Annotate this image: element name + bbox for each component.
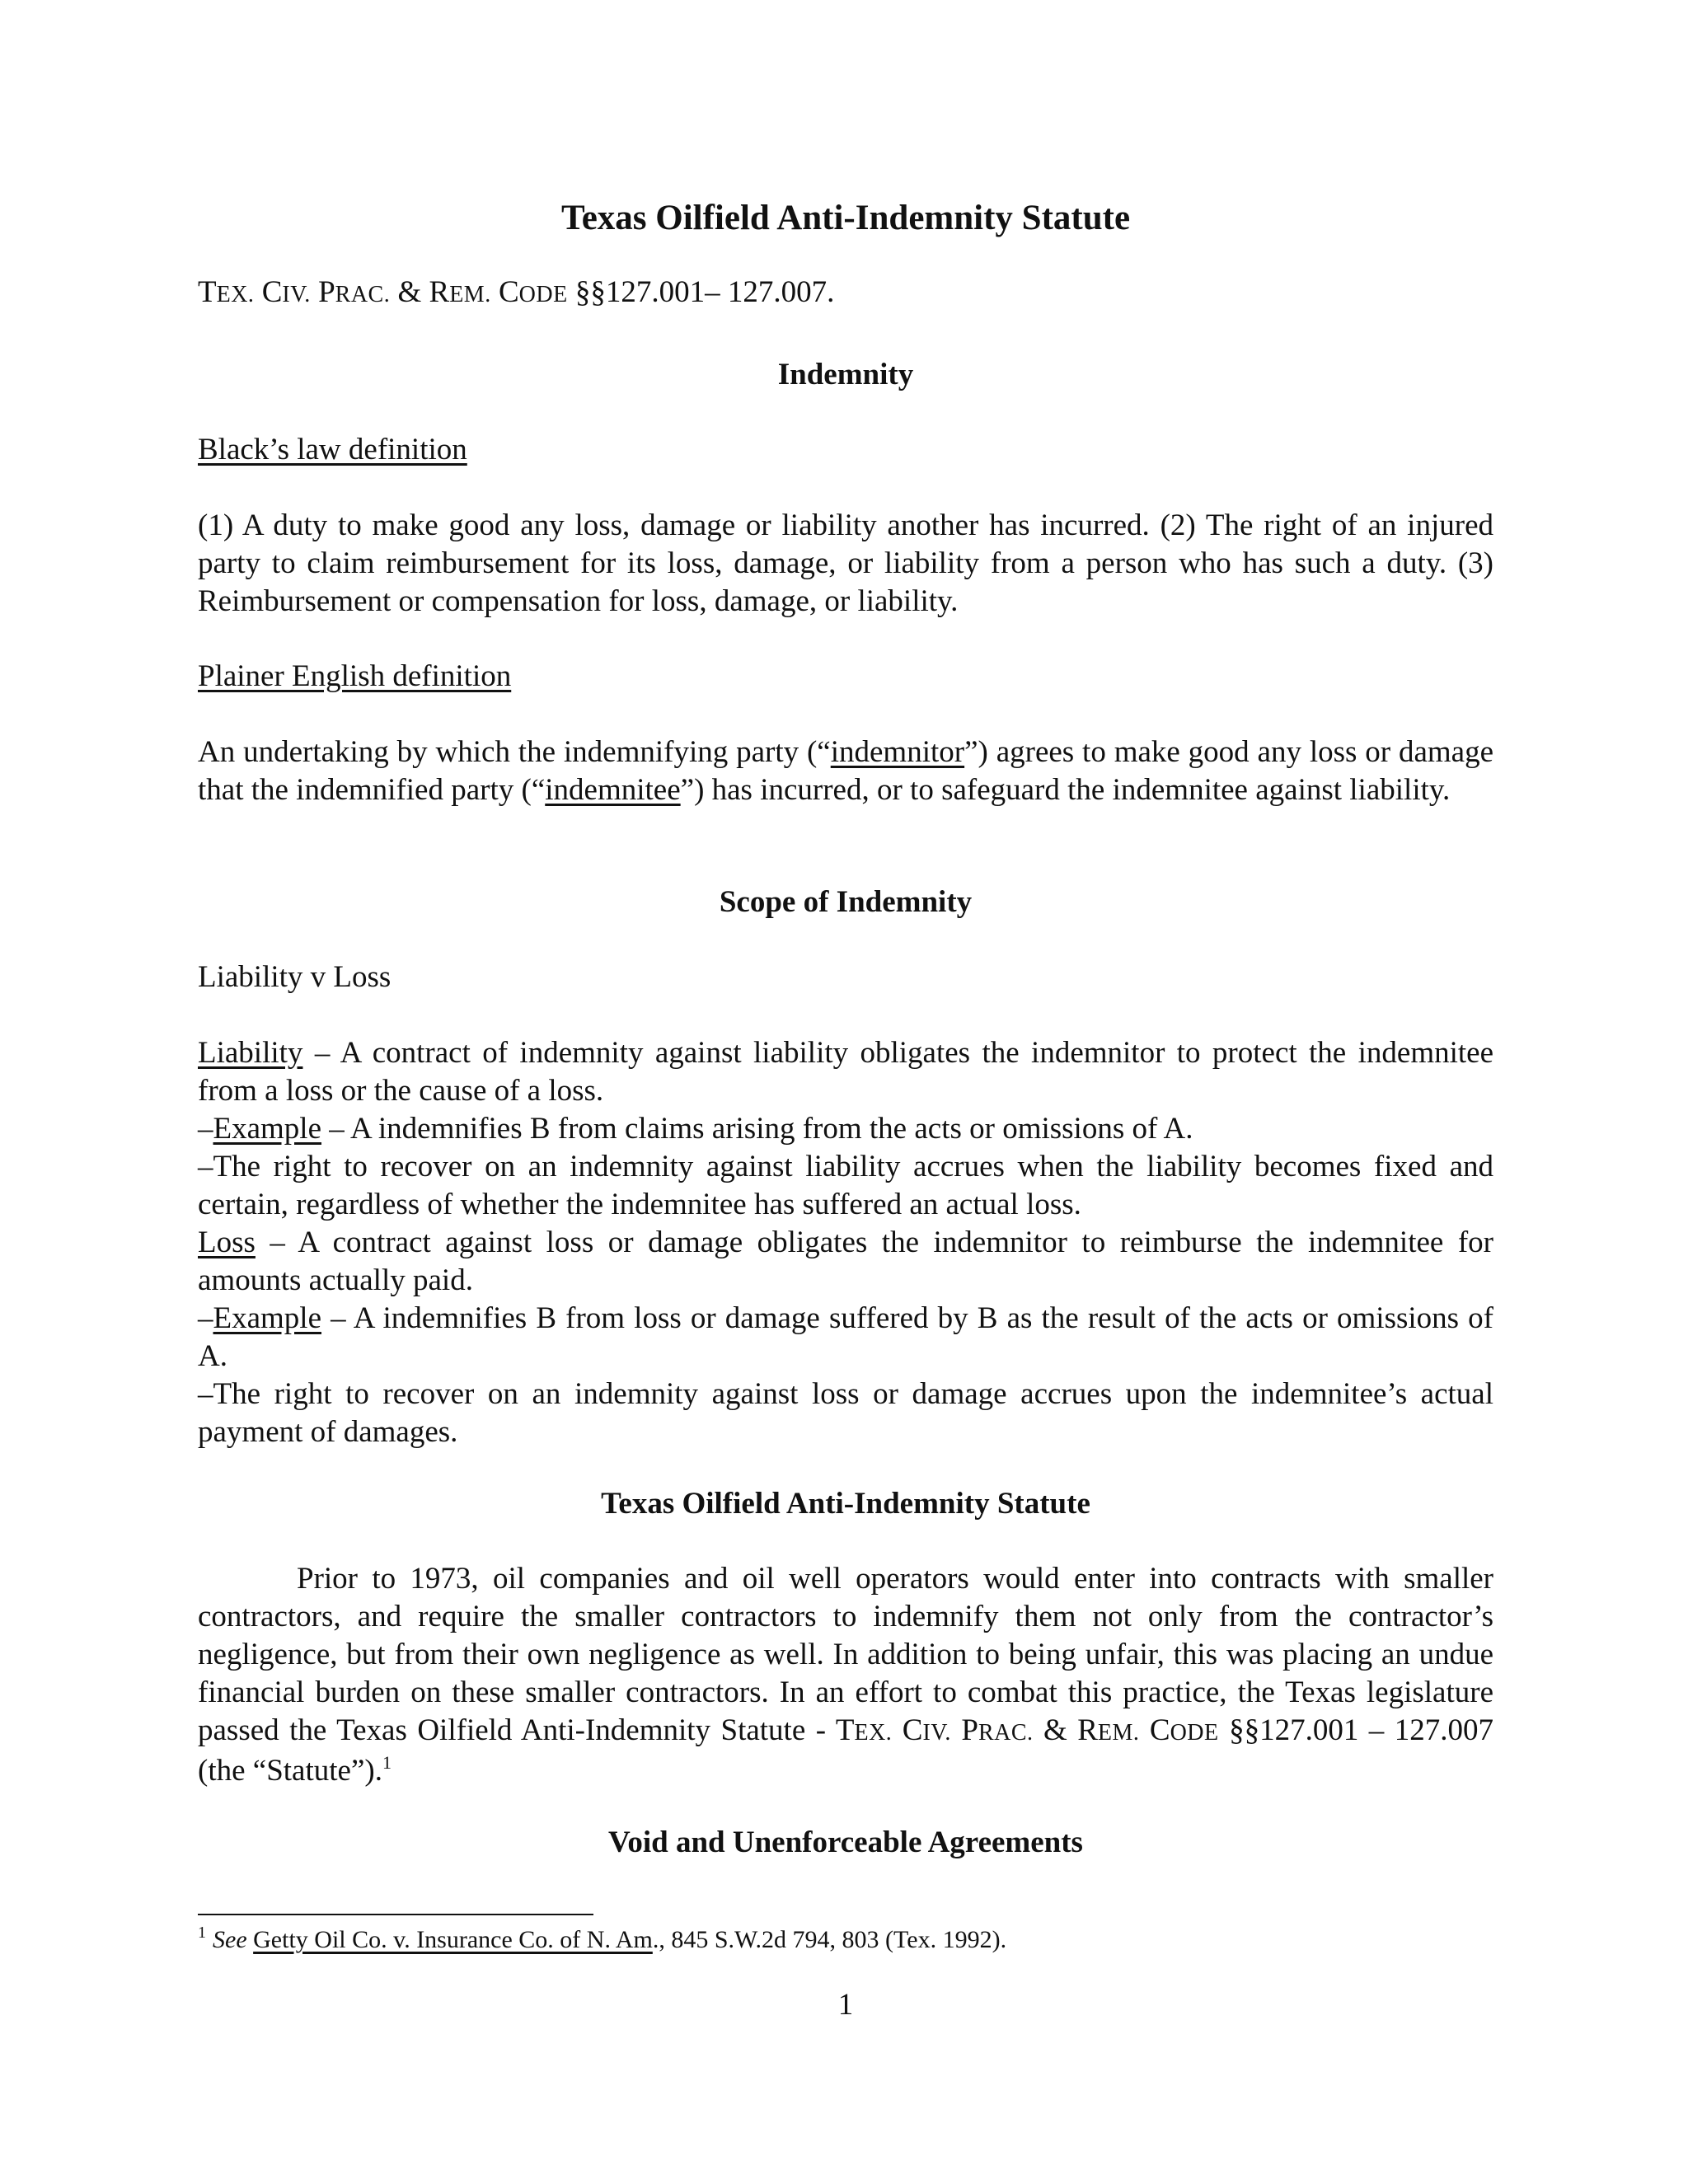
document-title: Texas Oilfield Anti-Indemnity Statute [560,199,1131,237]
plainer-english-label: Plainer English definition [198,659,512,693]
liability-example: –Example – A indemnifies B from claims arising from the acts or omissions of A. [198,1112,1193,1146]
liability-right-to-recover: –The right to recover on an indemnity against liability accrues when the liability becomes fixed and certain, regardless of whether the indemnitee has suffered an actual loss. [198,1150,1493,1221]
liability-definition: Liability – A contract of indemnity against liability obligates the indemnitor to protect the indemnitee from a loss or the cause of a loss. [198,1036,1493,1108]
loss-example: –Example – A indemnifies B from loss or damage suffered by B as the result of the acts or omissions of A. [198,1301,1493,1373]
page-number: 1 [837,1988,854,2022]
loss-right-to-recover: –The right to recover on an indemnity against loss or damage accrues upon the indemnitee’s actual payment of damages. [198,1377,1493,1449]
document-page [198,0,1493,2184]
footnote: $^1$ See Getty Oil Co. v. Insurance Co. of N. Am., 845 S.W.2d 794, 803 (Tex. 1992). [198,1924,1007,1953]
plainer-english-definition: An undertaking by which the indemnifying party (“indemnitor”) agrees to make good any loss or damage that the indemnified party (“indemnitee”) has incurred, or to safeguard the indemnitee against liability. [198,735,1493,807]
heading-scope-of-indemnity: Scope of Indemnity [719,885,973,919]
blacks-law-definition: (1) A duty to make good any loss, damage or liability another has incurred. (2) The right of an injured party to claim reimbursement for its loss, damage, or liability from a person who has such a duty. (3) Reimbursement or compensation for loss, damage, or liability. [198,509,1493,618]
heading-indemnity: Indemnity [777,358,914,391]
liability-loss-section [198,1034,1493,1451]
footnote-reference[interactable]: 1 [382,1752,392,1773]
heading-void-agreements: Void and Unenforceable Agreements [608,1825,1083,1859]
loss-definition: Loss – A contract against loss or damage obligates the indemnitor to reimburse the indemnitee for amounts actually paid. [198,1226,1493,1297]
blacks-law-label: Black’s law definition [198,433,467,466]
statute-history-paragraph: Prior to 1973, oil companies and oil well operators would enter into contracts with smaller contractors, and require the smaller contractors to indemnify them not only from the contractor’s negligence, but from their own negligence as well. In addition to being unfair, this was placing an undue financial burden on these smaller contractors. In an effort to combat this practice, the Texas legislature passed the Texas Oilfield Anti-Indemnity Statute - TEX. CIV. PRAC. & REM. CODE §§127.001 – 127.007 (the “Statute”).$^1$ [198,1562,1494,1788]
statute-citation: TEX. CIV. PRAC. & REM. CODE §§127.001– 127.007. [198,275,835,309]
footnote-case-name: Getty Oil Co. v. Insurance Co. of N. Am [253,1926,653,1953]
footnote-number: 1 [198,1924,206,1942]
liability-v-loss-label: Liability v Loss [198,960,392,994]
footnote-divider [198,1914,593,1915]
heading-texas-statute: Texas Oilfield Anti-Indemnity Statute [601,1487,1090,1521]
